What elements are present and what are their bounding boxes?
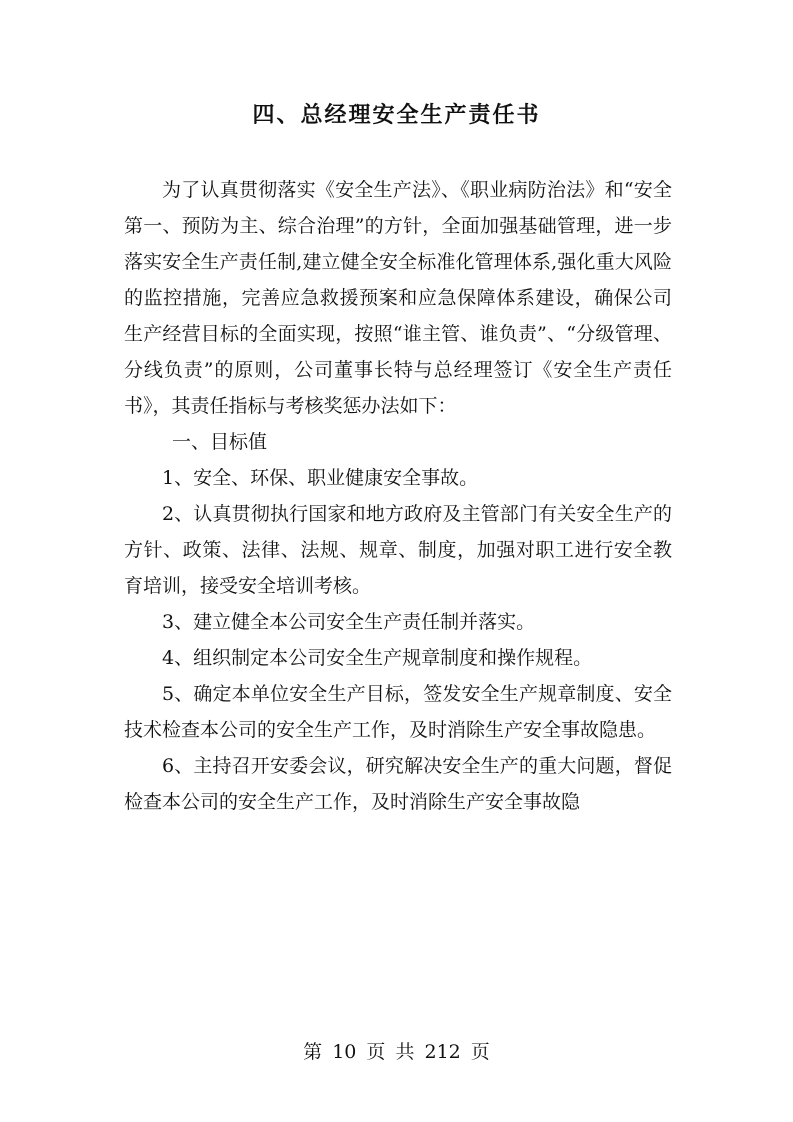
section-heading-targets: 一、目标值 xyxy=(172,431,268,453)
target-item-4: 4、组织制定本公司安全生产规章制度和操作规程。 xyxy=(162,647,593,669)
page-number-footer xyxy=(0,1040,793,1064)
target-item-2: 2、认真贯彻执行国家和地方政府及主管部门有关安全生产的方针、政策、法律、法规、规章、制度，加强对职工进行安全教育培训，接受安全培训考核。 xyxy=(124,503,672,597)
target-item-6: 6、主持召开安委会议，研究解决安全生产的重大问题，督促检查本公司的安全生产工作，及时消除生产安全事故隐 xyxy=(124,755,672,813)
document-body xyxy=(124,172,672,820)
page-number-label: 第 10 页 共 212 页 xyxy=(303,1041,490,1063)
document-title: 四、总经理安全生产责任书 xyxy=(252,103,541,128)
target-item-1: 1、安全、环保、职业健康安全事故。 xyxy=(162,467,479,489)
target-item-5: 5、确定本单位安全生产目标，签发安全生产规章制度、安全技术检查本公司的安全生产工作，及时消除生产安全事故隐患。 xyxy=(124,683,672,741)
target-item-3: 3、建立健全本公司安全生产责任制并落实。 xyxy=(162,611,536,633)
intro-paragraph: 为了认真贯彻落实《安全生产法》、《职业病防治法》和“安全第一、预防为主、综合治理”的方针，全面加强基础管理，进一步落实安全生产责任制,建立健全安全标准化管理体系,强化重大风险的监控措施，完善应急救援预案和应急保障体系建设，确保公司生产经营目标的全面实现，按照“谁主管、谁负责”、“分级管理、分线负责”的原则，公司董事长特与总经理签订《安全生产责任书》，其责任指标与考核奖惩办法如下： xyxy=(124,179,672,417)
